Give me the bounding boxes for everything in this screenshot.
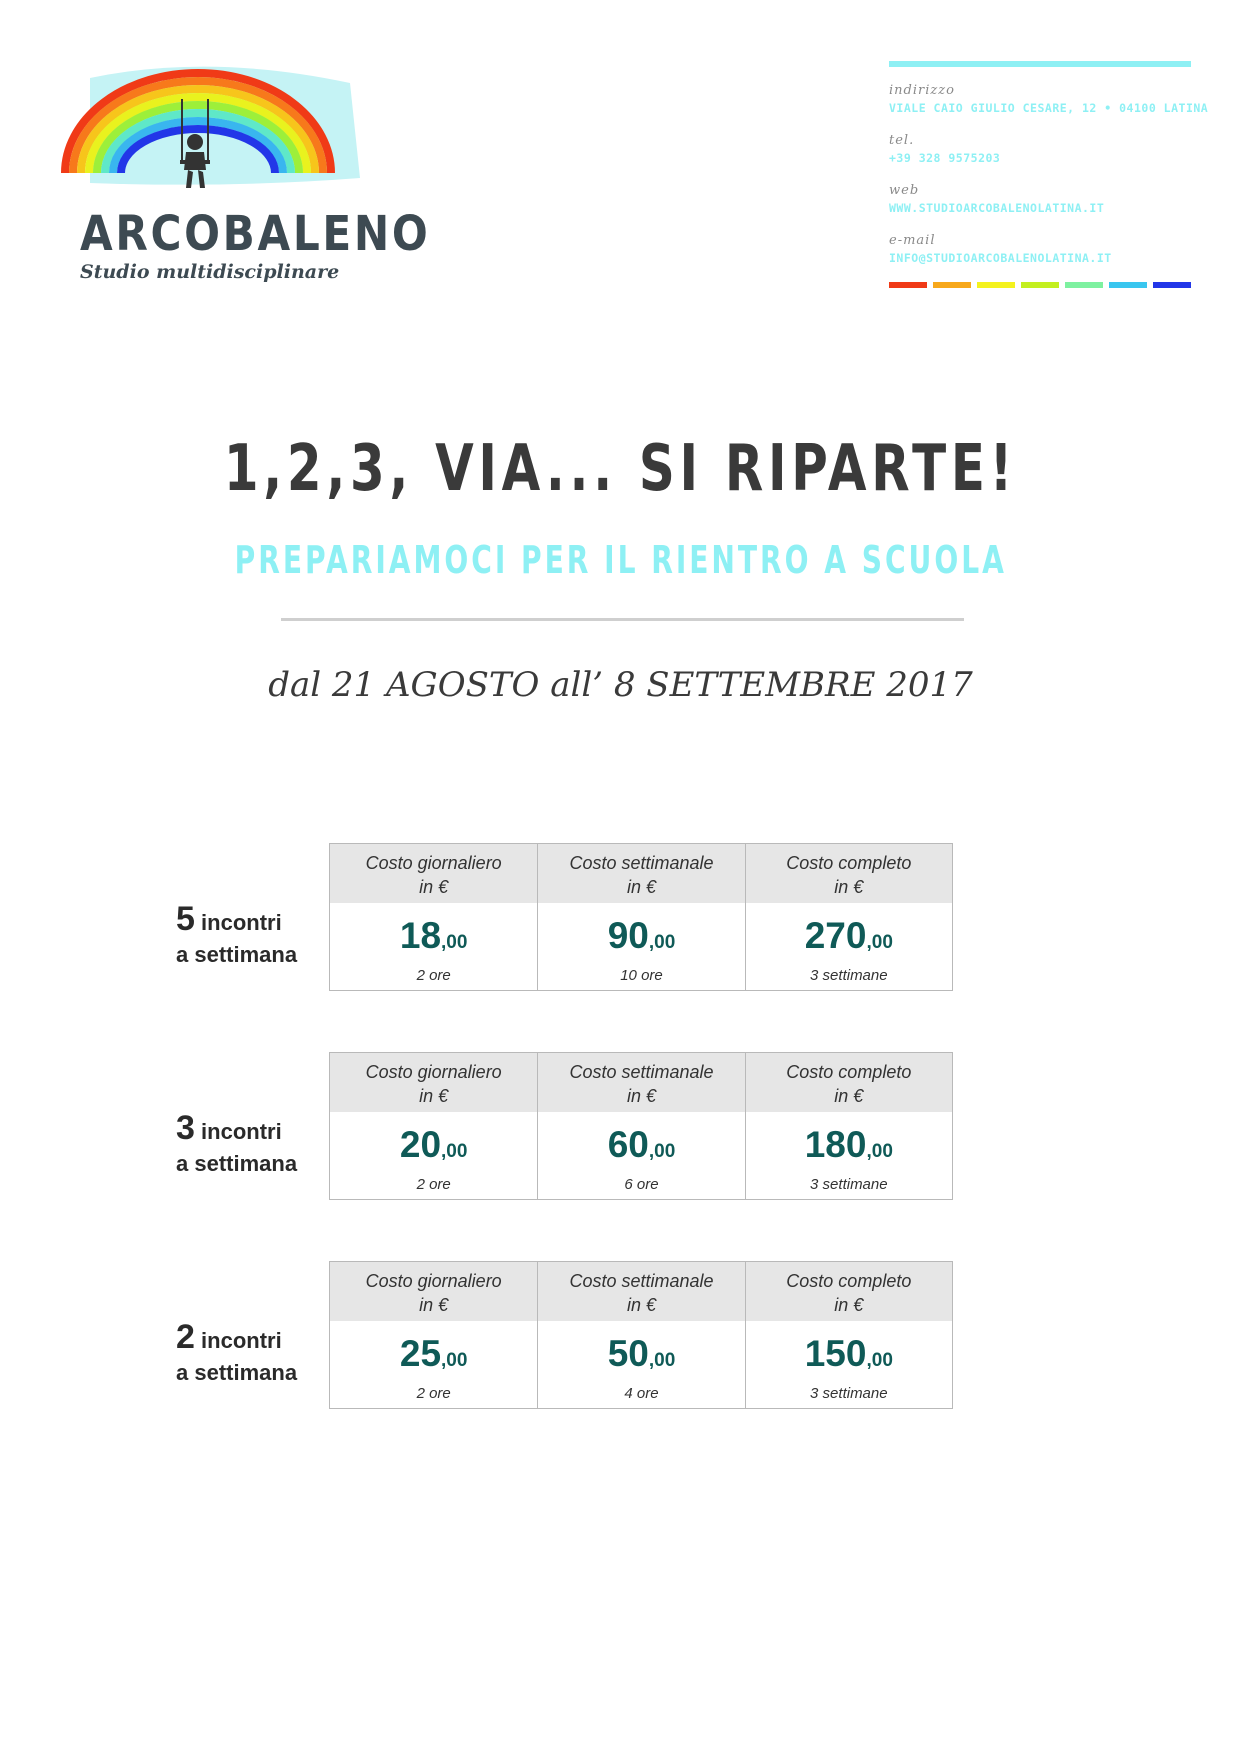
stripe — [1021, 282, 1059, 288]
price-cell — [746, 1112, 952, 1199]
sessions-count: 2 — [176, 1318, 195, 1356]
price-value — [538, 915, 744, 957]
price-note: 2 ore — [416, 1176, 451, 1193]
price-note: 3 settimane — [810, 1385, 888, 1402]
price-integer: 150 — [804, 1333, 867, 1374]
sessions-label — [176, 900, 298, 971]
page-subtitle-text: PREPARIAMOCI PER IL RIENTRO A SCUOLA — [234, 538, 1007, 582]
price-integer: 18 — [399, 915, 442, 956]
price-integer: 25 — [399, 1333, 442, 1374]
sessions-frequency: a settimana — [176, 1151, 298, 1176]
stripe — [933, 282, 971, 288]
column-header-title: Costo completo — [786, 1062, 912, 1082]
column-header — [330, 1053, 537, 1112]
price-column-weekly — [537, 1262, 744, 1408]
column-header-title: Costo settimanale — [569, 853, 714, 873]
price-note: 3 settimane — [810, 967, 888, 984]
price-value — [746, 1333, 952, 1375]
price-cell — [538, 1321, 744, 1408]
column-header-title: Costo settimanale — [569, 1271, 714, 1291]
tel-label: tel. — [889, 133, 915, 148]
price-column-weekly — [537, 1053, 744, 1199]
price-note: 3 settimane — [810, 1176, 888, 1193]
sessions-unit: incontri — [201, 1328, 282, 1353]
price-cell — [330, 903, 537, 990]
price-integer: 60 — [607, 1124, 649, 1165]
column-header — [538, 844, 744, 903]
column-header — [330, 1262, 537, 1321]
price-value — [538, 1333, 744, 1375]
price-decimals: ,00 — [648, 932, 676, 953]
logo — [50, 58, 431, 298]
divider — [281, 618, 964, 621]
page-title-text: 1,2,3, VIA... SI RIPARTE! — [223, 432, 1018, 506]
price-value — [330, 915, 537, 957]
column-header-unit: in € — [419, 877, 449, 897]
price-integer: 50 — [607, 1333, 649, 1374]
column-header-unit: in € — [419, 1295, 449, 1315]
column-header-unit: in € — [419, 1086, 449, 1106]
sessions-frequency: a settimana — [176, 1360, 298, 1385]
column-header-title: Costo settimanale — [569, 1062, 714, 1082]
price-cell — [330, 1321, 537, 1408]
tel-value[interactable]: +39 328 9575203 — [889, 151, 1001, 165]
stripe — [1153, 282, 1191, 288]
column-header — [330, 844, 537, 903]
sessions-count: 3 — [176, 1109, 195, 1147]
column-header-unit: in € — [626, 1295, 656, 1315]
price-integer: 20 — [399, 1124, 442, 1165]
price-decimals: ,00 — [441, 932, 468, 953]
price-integer: 180 — [804, 1124, 867, 1165]
price-column-daily — [330, 1262, 537, 1408]
price-decimals: ,00 — [648, 1141, 676, 1162]
price-decimals: ,00 — [441, 1141, 468, 1162]
price-table — [329, 843, 953, 991]
price-note: 2 ore — [416, 1385, 451, 1402]
price-cell — [746, 1321, 952, 1408]
price-note: 6 ore — [624, 1176, 659, 1193]
contact-block — [889, 61, 1209, 291]
column-header-unit: in € — [626, 1086, 656, 1106]
address-value: VIALE CAIO GIULIO CESARE, 12 • 04100 LATINA — [889, 101, 1209, 115]
logo-subtitle: Studio multidisciplinare — [80, 261, 340, 283]
price-column-weekly — [537, 844, 744, 990]
column-header-title: Costo giornaliero — [365, 1271, 502, 1291]
column-header-unit: in € — [626, 877, 656, 897]
email-label: e-mail — [889, 233, 936, 248]
price-note: 10 ore — [620, 967, 663, 984]
column-header — [746, 1262, 952, 1321]
address-label: indirizzo — [889, 83, 955, 98]
column-header-title: Costo giornaliero — [365, 1062, 502, 1082]
sessions-unit: incontri — [201, 1119, 282, 1144]
price-column-full — [745, 1053, 952, 1199]
contact-top-bar — [889, 61, 1191, 67]
column-header-unit: in € — [834, 1086, 864, 1106]
page-subtitle — [0, 538, 1241, 582]
column-header-title: Costo completo — [786, 853, 912, 873]
logo-name: ARCOBALENO — [80, 206, 431, 262]
column-header — [746, 844, 952, 903]
sessions-label — [176, 1109, 298, 1180]
stripe — [1109, 282, 1147, 288]
stripe — [977, 282, 1015, 288]
price-integer: 90 — [607, 915, 649, 956]
web-link[interactable]: WWW.STUDIOARCOBALENOLATINA.IT — [889, 201, 1105, 215]
price-integer: 270 — [804, 915, 867, 956]
page-title — [0, 432, 1241, 506]
price-cell — [538, 903, 744, 990]
price-table — [329, 1261, 953, 1409]
sessions-count: 5 — [176, 900, 195, 938]
price-cell — [538, 1112, 744, 1199]
price-table — [329, 1052, 953, 1200]
stripe — [1065, 282, 1103, 288]
color-stripes — [889, 282, 1191, 288]
price-value — [746, 1124, 952, 1166]
web-label: web — [889, 183, 920, 198]
price-decimals: ,00 — [866, 1350, 893, 1371]
price-value — [330, 1333, 537, 1375]
price-value — [538, 1124, 744, 1166]
price-cell — [746, 903, 952, 990]
price-value — [330, 1124, 537, 1166]
column-header-unit: in € — [834, 1295, 864, 1315]
price-column-daily — [330, 844, 537, 990]
price-group-5 — [0, 843, 1241, 993]
column-header — [746, 1053, 952, 1112]
column-header — [538, 1262, 744, 1321]
price-group-3 — [0, 1052, 1241, 1202]
price-column-full — [745, 844, 952, 990]
sessions-unit: incontri — [201, 910, 282, 935]
rainbow-swing-icon — [50, 58, 370, 208]
email-link[interactable]: INFO@STUDIOARCOBALENOLATINA.IT — [889, 251, 1112, 265]
sessions-frequency: a settimana — [176, 942, 298, 967]
column-header-title: Costo completo — [786, 1271, 912, 1291]
price-group-2 — [0, 1261, 1241, 1411]
price-decimals: ,00 — [441, 1350, 468, 1371]
price-decimals: ,00 — [866, 932, 893, 953]
price-column-full — [745, 1262, 952, 1408]
price-note: 2 ore — [416, 967, 451, 984]
price-cell — [330, 1112, 537, 1199]
date-range: dal 21 AGOSTO all’ 8 SETTEMBRE 2017 — [268, 665, 973, 705]
price-decimals: ,00 — [648, 1350, 676, 1371]
sessions-label — [176, 1318, 298, 1389]
price-note: 4 ore — [624, 1385, 659, 1402]
price-decimals: ,00 — [866, 1141, 893, 1162]
column-header-unit: in € — [834, 877, 864, 897]
column-header-title: Costo giornaliero — [365, 853, 502, 873]
stripe — [889, 282, 927, 288]
price-value — [746, 915, 952, 957]
column-header — [538, 1053, 744, 1112]
price-column-daily — [330, 1053, 537, 1199]
